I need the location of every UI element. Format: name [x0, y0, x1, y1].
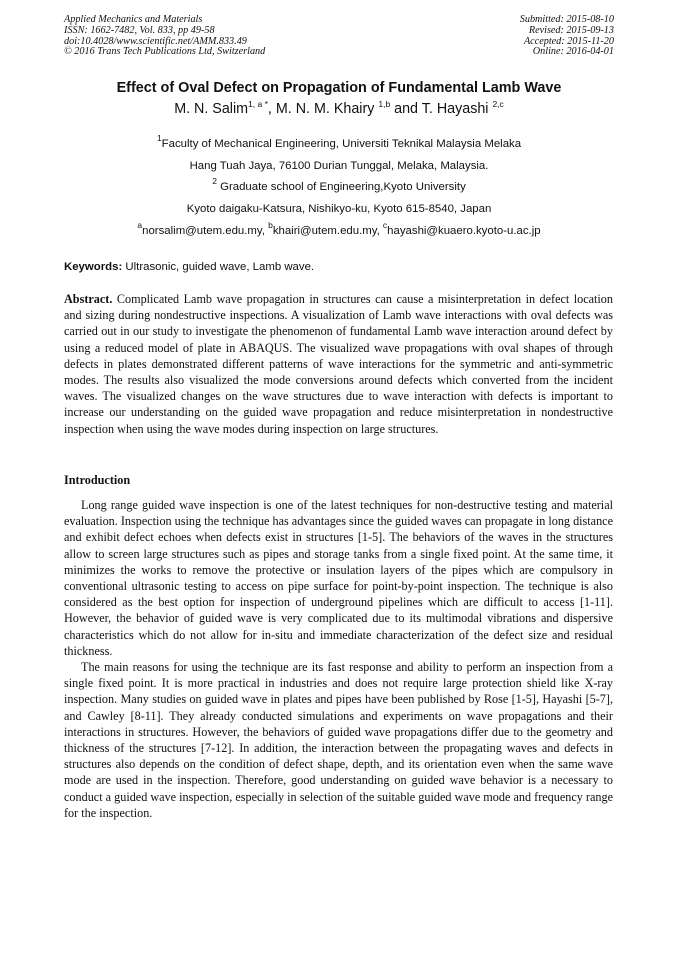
email-address: norsalim@utem.edu.my,: [142, 225, 269, 237]
affiliation-text: Graduate school of Engineering,Kyoto University: [216, 181, 466, 193]
copyright-line: © 2016 Trans Tech Publications Ltd, Switzerland: [64, 46, 266, 58]
accepted-date: Accepted: 2015-11-20: [523, 35, 614, 47]
author-affil-mark: 2,c: [492, 99, 504, 109]
submitted-date: Submitted: 2015-08-10: [519, 14, 614, 25]
email-mark: c: [382, 220, 388, 230]
abstract: [64, 291, 613, 437]
author-separator: ,: [267, 101, 276, 117]
affiliation-1-line-1: [0, 133, 678, 150]
keywords-text: Ultrasonic, guided wave, Lamb wave.: [122, 261, 315, 273]
revised-date: Revised: 2015-09-13: [528, 24, 614, 36]
author-name: M. N. Salim: [174, 101, 249, 117]
author-affil-mark: 1, a *: [248, 99, 268, 109]
keywords-label: Keywords:: [64, 261, 123, 273]
affil-mark: 1: [156, 133, 162, 143]
online-date: Online: 2016-04-01: [532, 46, 614, 58]
affiliation-text: Faculty of Mechanical Engineering, Universiti Teknikal Malaysia Melaka: [161, 138, 522, 150]
author-name: M. N. M. Khairy: [275, 101, 379, 117]
paper-title: Effect of Oval Defect on Propagation of Fundamental Lamb Wave: [116, 80, 562, 96]
abstract-label: Abstract.: [64, 292, 113, 306]
author-affil-mark: 1,b: [378, 99, 391, 109]
email-mark: b: [268, 220, 273, 230]
affiliation-1-line-2: Hang Tuah Jaya, 76100 Durian Tunggal, Melaka, Malaysia.: [189, 160, 489, 172]
abstract-text: Complicated Lamb wave propagation in structures can cause a misinterpretation in defect location and sizing during nondestructive inspections. A visualization of Lamb wave interactions with oval defects was carried out in our study to investigate the phenomenon of fundamental Lamb wave interaction around defect by using a reduced model of plate in ABAQUS. The visualized wave propagations with oval shapes of through defects in plates demonstrated different patterns of wave interactions for the symmetric and anti-symmetric modes. The results also visualized the mode conversions around defects which converted from the incident waves. The visualized changes on the wave structures due to wave interaction with defects is important to increase our understanding on the guided wave propagation and reduce misinterpretation in nondestructive inspection when using the wave modes during inspection on large structures.: [64, 292, 613, 436]
doi-line: doi:10.4028/www.scientific.net/AMM.833.49: [64, 35, 247, 47]
paragraph: The main reasons for using the technique are its fast response and ability to perform an inspection from a single fixed point. It is more practical in industries and does not require large protection shield like X-ray inspection. Many studies on guided wave in plates and pipes have been published by Rose [1-5], Hayashi [5-7], and Cawley [8-11]. They already conducted simulations and experiments on wave propagations and their interactions in structures. However, the behaviors of guided wave propagations differ due to the geometry and thickness of the structures [7-12]. In addition, the interaction between the propagating waves and defects in structures also depends on the condition of defect shape, depth, and its orientation even when the same wave mode are used in the inspection. Therefore, good understanding on guided wave behavior is a necessary to conduct a guided wave inspection, especially in selection of the suitable guided wave mode and frequency range for the inspection.: [64, 660, 613, 820]
email-mark: a: [137, 220, 143, 230]
journal-header-left: [64, 15, 265, 58]
journal-header-right: [520, 15, 614, 58]
journal-name: Applied Mechanics and Materials: [64, 14, 203, 25]
author-name: T. Hayashi: [421, 101, 493, 117]
email-address: khairi@utem.edu.my,: [272, 225, 383, 237]
section-heading-introduction: Introduction: [64, 473, 131, 487]
author-separator: and: [390, 101, 422, 117]
email-address: hayashi@kuaero.kyoto-u.ac.jp: [387, 225, 541, 237]
email-line: [0, 220, 678, 237]
affiliation-2-line-2: Kyoto daigaku-Katsura, Nishikyo-ku, Kyoto 615-8540, Japan: [186, 203, 492, 215]
paragraph: Long range guided wave inspection is one of the latest techniques for non-destructive testing and material evaluation. Inspection using the technique has advantages since the guided waves can propagate in long distance and exhibit defect echoes when defects exist in structures [1-5]. The behaviors of the waves in the structures allow to screen large structures such as pipes and storage tanks from a single fixed point. At the same time, it minimizes the works to remove the protective or insulation layers of the pipes which are compulsory in conventional ultrasonic testing to access on pipe surface for point-by-point inspection. The technique is also considered as the best option for inspection of underground pipelines which are difficult to access [1-11]. However, the behavior of guided wave is very complicated due to its multimodal vibrations and dispersive characteristics which do not allow for in-situ and immediate characterization of the defect size and residual thickness.: [64, 498, 613, 658]
affil-mark: 2: [212, 176, 217, 186]
author-list: [0, 101, 678, 117]
introduction-body: [64, 497, 613, 821]
affiliation-2-line-1: [0, 176, 678, 193]
issn-line: ISSN: 1662-7482, Vol. 833, pp 49-58: [64, 24, 215, 36]
keywords-line: [64, 261, 314, 273]
